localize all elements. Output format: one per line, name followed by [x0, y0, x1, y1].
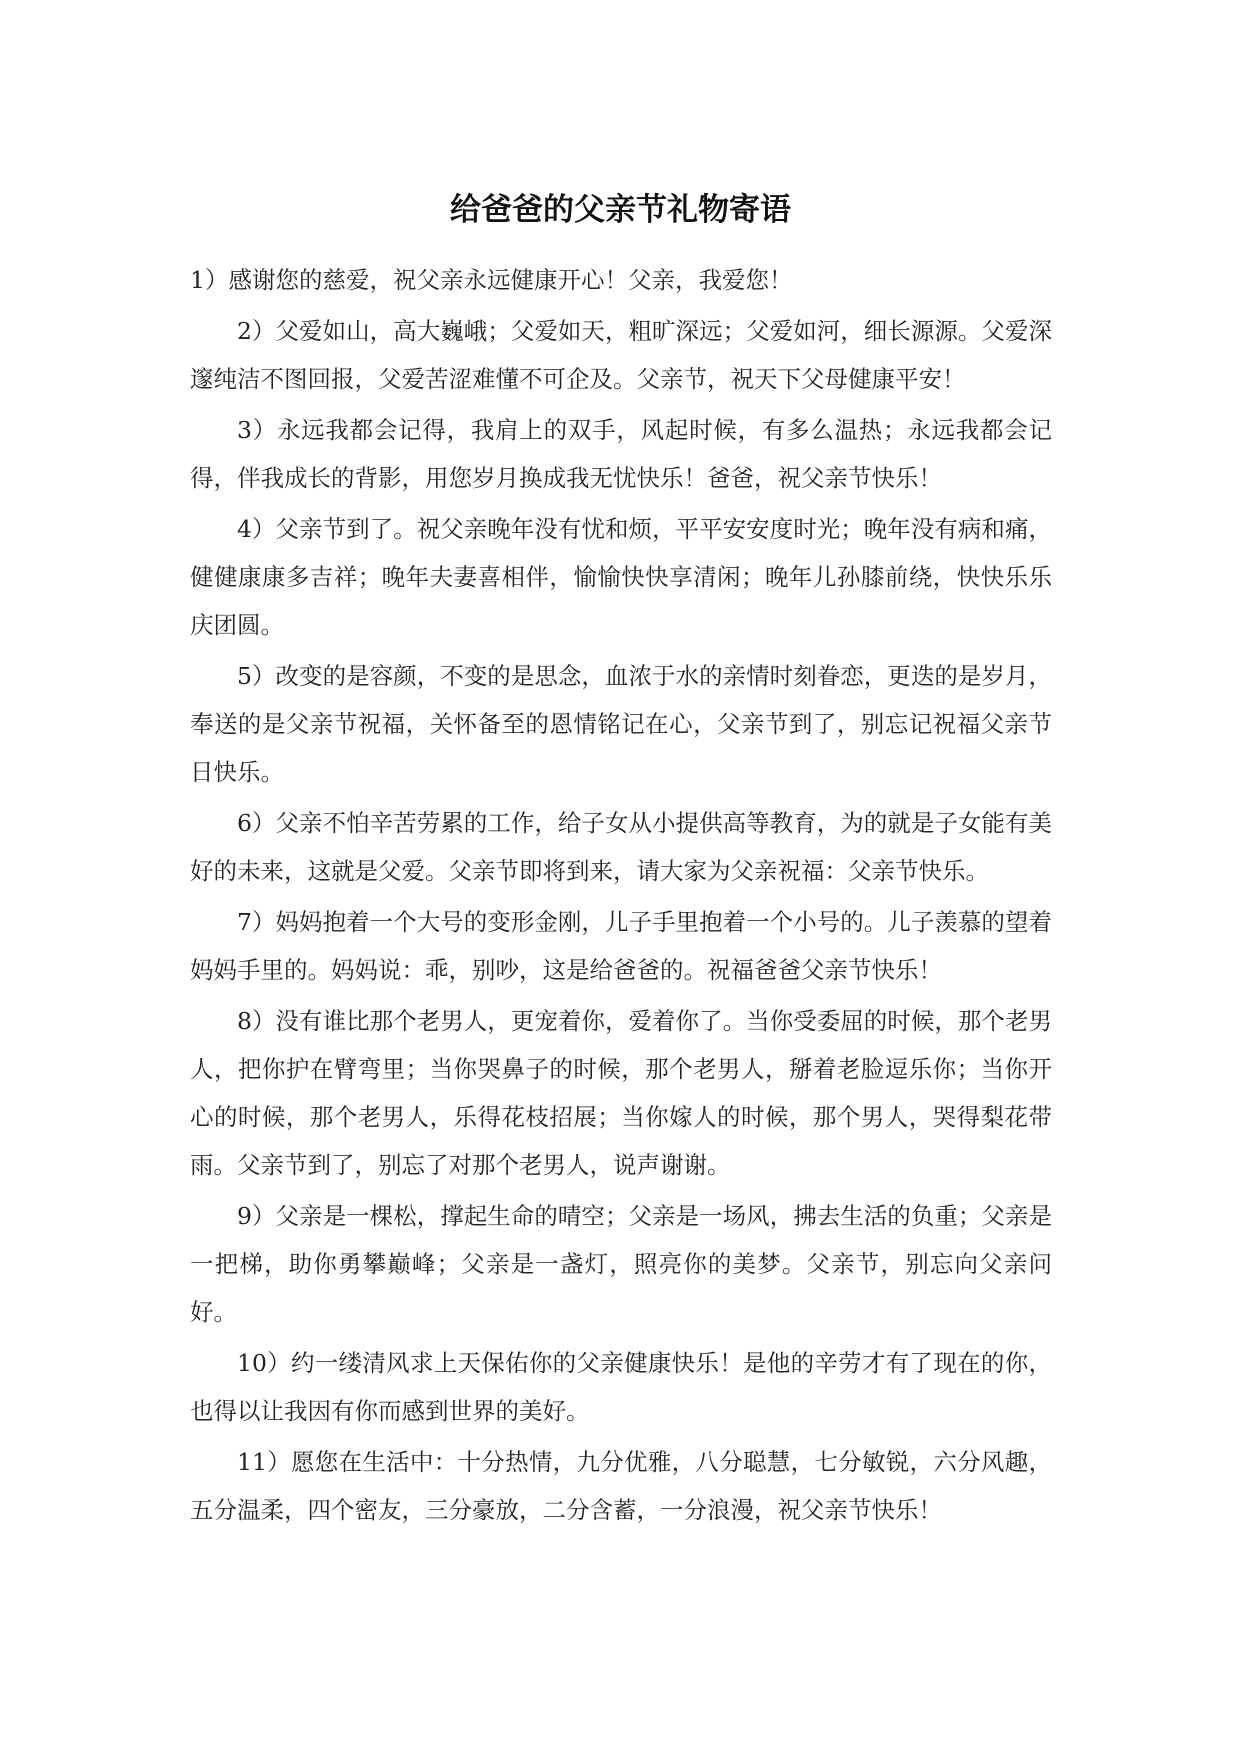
paragraph-5: 5）改变的是容颜，不变的是思念，血浓于水的亲情时刻眷恋，更迭的是岁月，奉送的是父亲节祝福，关怀备至的恩情铭记在心，父亲节到了，别忘记祝福父亲节日快乐。	[190, 662, 1052, 786]
paragraph-6: 6）父亲不怕辛苦劳累的工作，给子女从小提供高等教育，为的就是子女能有美好的未来，这就是父爱。父亲节即将到来，请大家为父亲祝福：父亲节快乐。	[190, 809, 1052, 885]
document-title: 给爸爸的父亲节礼物寄语	[450, 192, 791, 228]
document-body	[190, 256, 1052, 1537]
paragraph-7: 7）妈妈抱着一个大号的变形金刚，儿子手里抱着一个小号的。儿子羡慕的望着妈妈手里的。妈妈说：乖，别吵，这是给爸爸的。祝福爸爸父亲节快乐！	[190, 908, 1052, 984]
paragraph-1: 1）感谢您的慈爱，祝父亲永远健康开心！父亲，我爱您！	[190, 266, 793, 294]
paragraph-3: 3）永远我都会记得，我肩上的双手，风起时候，有多么温热；永远我都会记得，伴我成长的背影，用您岁月换成我无忧快乐！爸爸，祝父亲节快乐！	[190, 416, 1052, 492]
paragraph-2: 2）父爱如山，高大巍峨；父爱如天，粗旷深远；父爱如河，细长源源。父爱深邃纯洁不图回报，父爱苦涩难懂不可企及。父亲节，祝天下父母健康平安！	[190, 317, 1052, 393]
paragraph-10: 10）约一缕清风求上天保佑你的父亲健康快乐！是他的辛劳才有了现在的你，也得以让我因有你而感到世界的美好。	[190, 1349, 1052, 1425]
paragraph-9: 9）父亲是一棵松，撑起生命的晴空；父亲是一场风，拂去生活的负重；父亲是一把梯，助你勇攀巅峰；父亲是一盏灯，照亮你的美梦。父亲节，别忘向父亲问好。	[190, 1202, 1052, 1326]
paragraph-4: 4）父亲节到了。祝父亲晚年没有忧和烦，平平安安度时光；晚年没有病和痛，健健康康多吉祥；晚年夫妻喜相伴，愉愉快快享清闲；晚年儿孙膝前绕，快快乐乐庆团圆。	[190, 515, 1052, 639]
paragraph-11: 11）愿您在生活中：十分热情，九分优雅，八分聪慧，七分敏锐，六分风趣，五分温柔，四个密友，三分豪放，二分含蓄，一分浪漫，祝父亲节快乐！	[190, 1448, 1052, 1524]
paragraph-8: 8）没有谁比那个老男人，更宠着你，爱着你了。当你受委屈的时候，那个老男人，把你护在臂弯里；当你哭鼻子的时候，那个老男人，掰着老脸逗乐你；当你开心的时候，那个老男人，乐得花枝招展；当你嫁人的时候，那个男人，哭得梨花带雨。父亲节到了，别忘了对那个老男人，说声谢谢。	[190, 1007, 1052, 1179]
